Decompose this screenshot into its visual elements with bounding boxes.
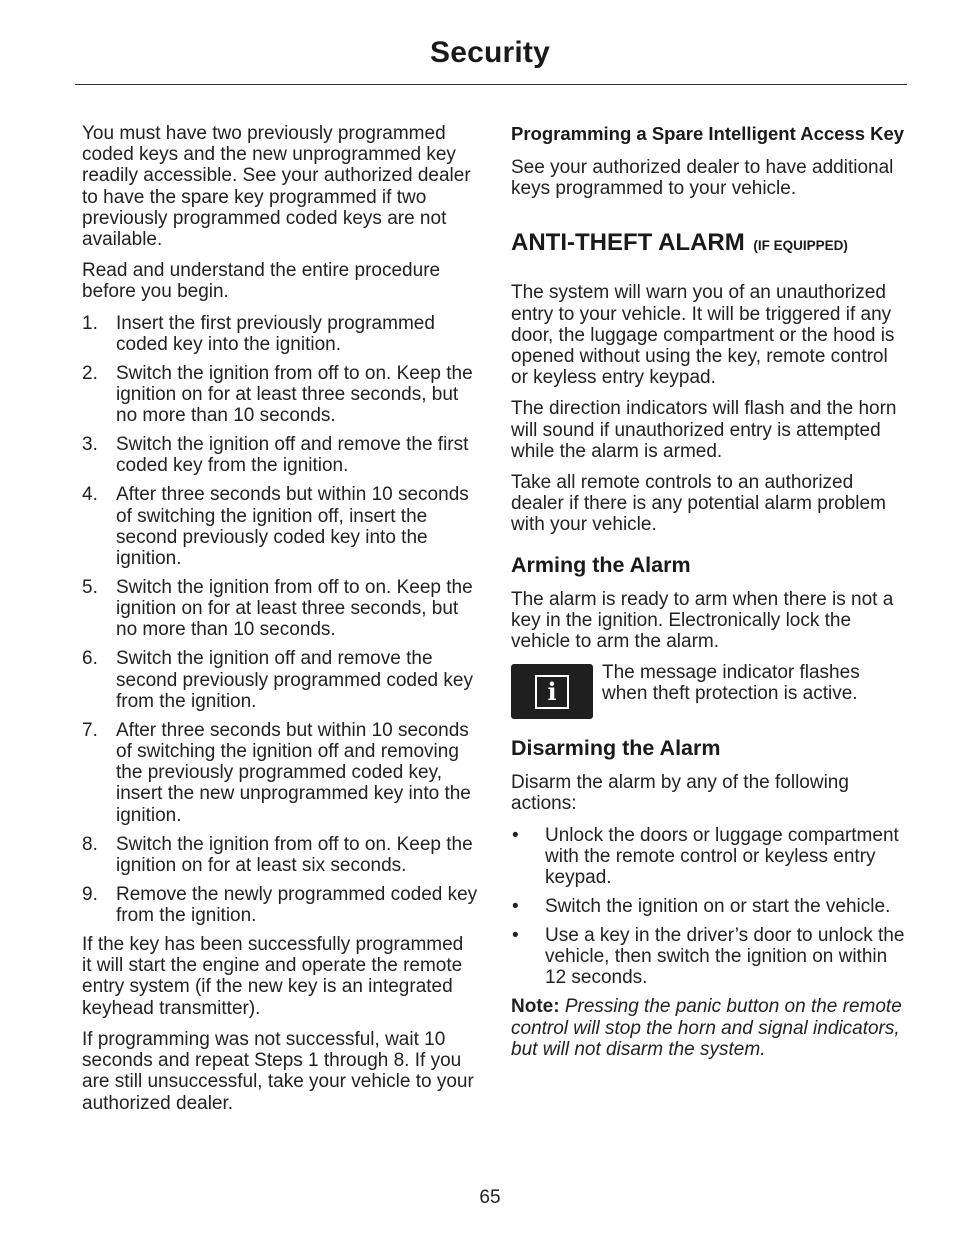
success-paragraph: If the key has been successfully programmed it will start the engine and operate the remote entry system (if the new key is an integrated keyhead transmitter).: [82, 934, 464, 1019]
note-text: Pressing the panic button on the remote control will stop the horn and signal indicators, but will not disarm the system.: [511, 996, 902, 1060]
bullet-text: Unlock the doors or luggage compartment with the remote control or keyless entry keypad.: [545, 824, 899, 889]
list-item: [82, 577, 478, 641]
note-label: Note:: [511, 996, 560, 1018]
alarm-paragraph-1: The system will warn you of an unauthorized entry to your vehicle. It will be triggered if any door, the luggage compartment or the hood is opened without using the key, remote control or keyless entry keypad.: [511, 282, 895, 389]
list-item: [82, 434, 478, 476]
list-item: [82, 720, 478, 826]
step-number: 2.: [82, 362, 98, 384]
step-number: 7.: [82, 719, 98, 741]
page-number: 65: [479, 1187, 501, 1208]
step-text: Switch the ignition from off to on. Keep the ignition on for at least three seconds, but no more than 10 seconds.: [116, 577, 473, 641]
info-callout: [511, 662, 906, 719]
alarm-paragraph-3: Take all remote controls to an authorized dealer if there is any potential alarm problem with your vehicle.: [511, 472, 886, 536]
arming-heading: Arming the Alarm: [511, 552, 691, 577]
section-title-suffix: (IF EQUIPPED): [753, 238, 848, 254]
bullet-mark: •: [512, 824, 519, 846]
spare-key-paragraph: See your authorized dealer to have additional keys programmed to your vehicle.: [511, 157, 894, 200]
step-text: After three seconds but within 10 seconds of switching the ignition off and removing the previously programmed coded key, insert the new unprogrammed key into the ignition.: [116, 719, 471, 826]
left-column: [82, 123, 478, 1124]
information-icon: [511, 664, 593, 719]
section-title: [511, 229, 906, 260]
step-text: After three seconds but within 10 seconds of switching the ignition off, insert the second previously coded key into the ignition.: [116, 484, 469, 570]
disarming-intro: Disarm the alarm by any of the following actions:: [511, 772, 849, 815]
information-glyph: i: [535, 675, 569, 709]
list-item: [82, 363, 478, 427]
step-number: 3.: [82, 434, 98, 456]
disarming-heading: Disarming the Alarm: [511, 736, 721, 761]
step-text: Switch the ignition from off to on. Keep the ignition on for at least three seconds, but no more than 10 seconds.: [116, 362, 473, 427]
list-item: [82, 834, 478, 876]
list-item: [511, 925, 906, 989]
alarm-paragraph-2: The direction indicators will flash and the horn will sound if unauthorized entry is attempted while the alarm is armed.: [511, 398, 897, 462]
programming-steps-list: [82, 313, 478, 927]
bullet-mark: •: [512, 925, 519, 947]
disarm-actions-list: [511, 825, 906, 989]
page-title: Security: [430, 36, 550, 69]
spare-key-heading: Programming a Spare Intelligent Access Key: [511, 123, 905, 144]
list-item: [511, 896, 906, 917]
list-item: [82, 484, 478, 569]
step-text: Insert the first previously programmed coded key into the ignition.: [116, 312, 435, 355]
step-text: Switch the ignition from off to on. Keep the ignition on for at least six seconds.: [116, 833, 473, 876]
arming-paragraph: The alarm is ready to arm when there is not a key in the ignition. Electronically lock the vehicle to arm the alarm.: [511, 588, 894, 653]
step-text: Switch the ignition off and remove the first coded key from the ignition.: [116, 434, 469, 477]
intro-paragraph: You must have two previously programmed coded keys and the new unprogrammed key readily accessible. See your authorized dealer to have the spare key programmed if two previously programmed coded keys are not available.: [82, 123, 471, 251]
step-number: 5.: [82, 577, 98, 599]
step-number: 6.: [82, 648, 98, 670]
note-paragraph: [511, 996, 906, 1060]
read-first-paragraph: Read and understand the entire procedure before you begin.: [82, 260, 441, 303]
title-divider: [75, 84, 907, 85]
section-title-text: ANTI-THEFT ALARM: [511, 229, 745, 257]
info-callout-text: The message indicator flashes when theft protection is active.: [602, 662, 860, 705]
step-text: Switch the ignition off and remove the second previously programmed coded key from the ignition.: [116, 648, 473, 712]
step-text: Remove the newly programmed coded key from the ignition.: [116, 883, 478, 927]
list-item: [82, 648, 478, 712]
step-number: 9.: [82, 883, 98, 905]
bullet-text: Switch the ignition on or start the vehicle.: [545, 896, 891, 918]
right-column: [511, 123, 906, 1070]
step-number: 1.: [82, 312, 98, 334]
list-item: [82, 884, 478, 926]
list-item: [82, 313, 478, 355]
list-item: [511, 825, 906, 889]
step-number: 8.: [82, 833, 98, 855]
step-number: 4.: [82, 484, 98, 506]
failure-paragraph: If programming was not successful, wait 10 seconds and repeat Steps 1 through 8. If you are still unsuccessful, take your vehicle to your authorized dealer.: [82, 1028, 474, 1114]
bullet-text: Use a key in the driver’s door to unlock the vehicle, then switch the ignition on within 12 seconds.: [545, 925, 905, 989]
bullet-mark: •: [512, 896, 519, 918]
